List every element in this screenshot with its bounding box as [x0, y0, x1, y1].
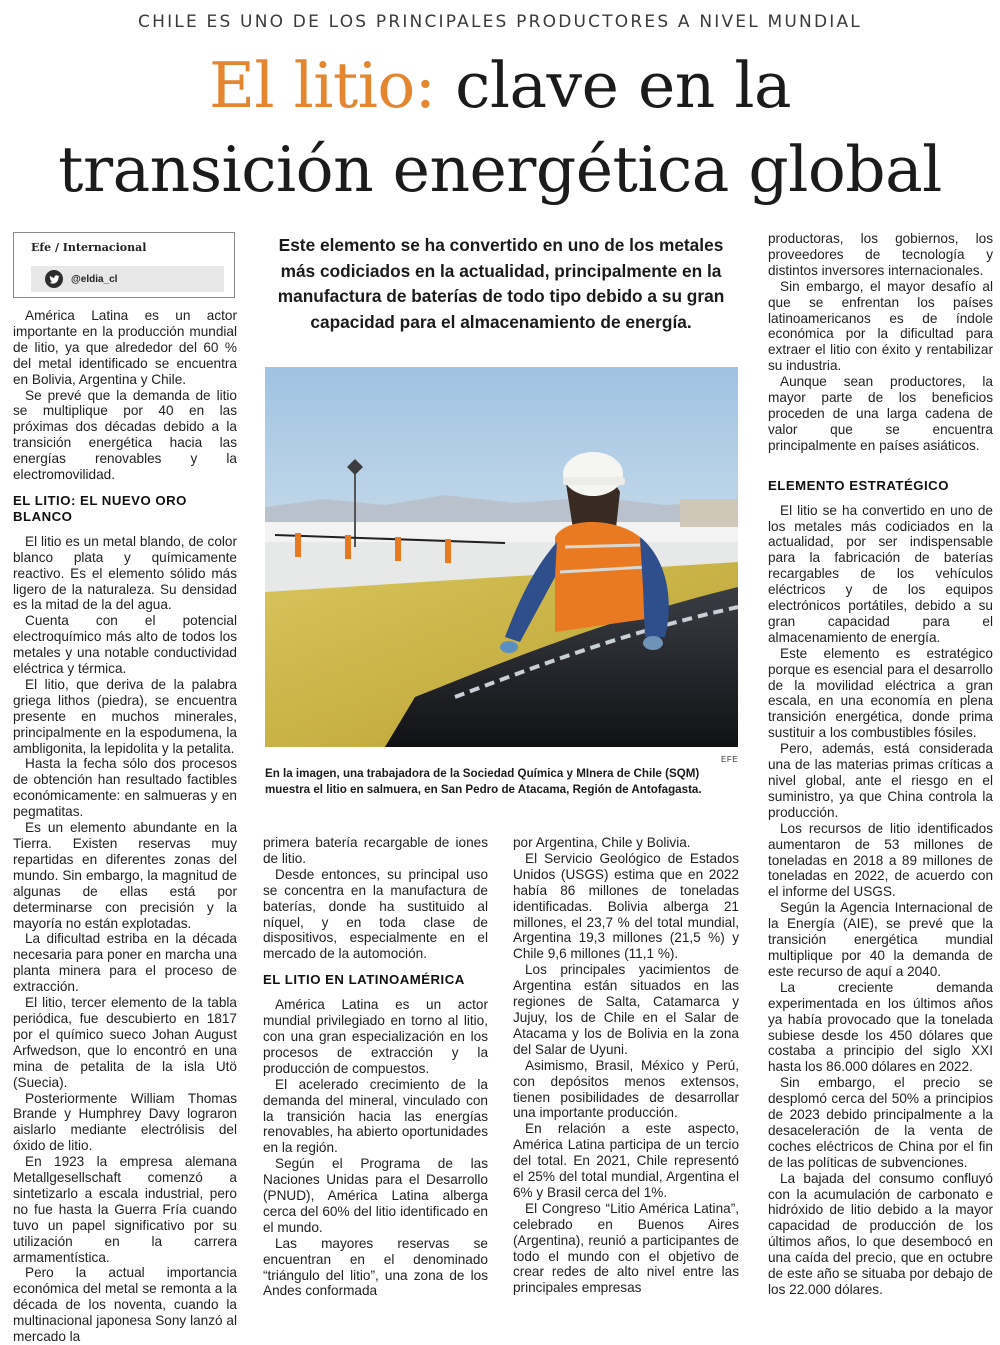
paragraph: El Servicio Geológico de Estados Unidos (USGS) estima que en 2022 había 86 millones de toneladas identificadas. Bolivia alberga 21 millones, el 23,7 % del total mundial, Argentina 19,3 millones (21,5 %) y Chile 9,6 millones (11,1 %). [513, 850, 739, 962]
headline-line2: transición energética global [58, 133, 942, 206]
paragraph: Sin embargo, el precio se desplomó cerca del 50% a principios de 2023 debido principalmente a la desaceleración de la venta de coches eléctricos de China por el fin de las políticas de subvenciones. [768, 1075, 993, 1170]
paragraph: Se prevé que la demanda de litio se multiplique por 40 en las próximas dos décadas debido a la transición energética hacia las energías renovables y la electromovilidad. [13, 387, 237, 483]
paragraph: En 1923 la empresa alemana Metallgesellschaft comenzó a sintetizarlo a escala industrial, pero no fue hasta la Guerra Fría cuando tuvo un papel significativo por su utilización en la carrera armamentística. [13, 1154, 237, 1265]
paragraph: Los recursos de litio identificados aumentaron de 53 millones de toneladas en 2018 a 89 millones de toneladas en 2022, de acuerdo con el informe del USGS. [768, 820, 993, 900]
section-heading-estrategico: ELEMENTO ESTRATÉGICO [768, 477, 949, 493]
paragraph: Sin embargo, el mayor desafío al que se enfrentan los países latinoamericanos es de índole económica por la dificultad para extraer el litio con éxito y rentabilizar su industria. [768, 278, 993, 374]
paragraph: El litio es un metal blando, de color blanco plata y químicamente reactivo. Es el elemento sólido más ligero de la naturaleza. Su densidad es la mitad de la del agua. [13, 533, 237, 613]
paragraph: La bajada del consumo confluyó con la acumulación de carbonato e hidróxido de litio debido a la mayor capacidad de producción de los últimos años, lo que desembocó en una caída del precio, que en octubre de este año se situaba por debajo de los 22.000 dólares. [768, 1170, 993, 1297]
byline-box [13, 232, 235, 298]
column-4 [768, 231, 993, 1298]
paragraph: Según el Programa de las Naciones Unidas para el Desarrollo (PNUD), América Latina alberga cerca del 60% del litio identificado en el mundo. [263, 1156, 488, 1235]
paragraph: por Argentina, Chile y Bolivia. [513, 835, 691, 850]
photo-credit: EFE [721, 755, 739, 764]
paragraph: Asimismo, Brasil, México y Perú, con depósitos menos extensos, tienen posibilidades de desarrollar una importante producción. [513, 1057, 739, 1121]
headline-accent: El litio: [208, 49, 436, 122]
paragraph: Este elemento es estratégico porque es esencial para el desarrollo de la movilidad eléctrica a gran escala, en una economía en plena transición energética, donde prima sustituir a los combustibles fósiles. [768, 645, 993, 741]
paragraph: El litio, que deriva de la palabra griega lithos (piedra), se encuentra presente en muchos minerales, principalmente en la espodumena, la ambligonita, la lepidolita y la petalita. [13, 676, 237, 756]
kicker: CHILE ES UNO DE LOS PRINCIPALES PRODUCTORES A NIVEL MUNDIAL [138, 12, 862, 32]
paragraph: Posteriormente William Thomas Brande y Humphrey Davy lograron aislarlo mediante electrólisis del óxido de litio. [13, 1090, 237, 1154]
headline-line1 [0, 44, 1000, 128]
paragraph: Pero, además, está considerada una de las materias primas críticas a nivel global, ante el riesgo en el suministro, ya que China controla la producción. [768, 741, 993, 820]
paragraph: La dificultad estriba en la década necesaria para poner en marcha una planta minera para el proceso de extracción. [13, 931, 237, 995]
column-3 [513, 835, 739, 1296]
lead-paragraph: Este elemento se ha convertido en uno de los metales más codiciados en la actualidad, principalmente en la manufactura de baterías de todo tipo debido a su gran capacidad para el almacenamiento de energía. [277, 235, 725, 332]
photo-caption: En la imagen, una trabajadora de la Sociedad Química y MInera de Chile (SQM) muestra el litio en salmuera, en San Pedro de Atacama, Región de Antofagasta. [265, 767, 702, 796]
paragraph: En relación a este aspecto, América Latina participa de un tercio del total. En 2021, Chile representó el 25% del total mundial, Argentina el 6% y Brasil cerca del 1%. [513, 1121, 739, 1200]
paragraph: Según la Agencia Internacional de la Energía (AIE), se prevé que la transición energética mundial multiplique por 40 la demanda de este recurso de aquí a 2040. [768, 900, 993, 979]
paragraph: La creciente demanda experimentada en los últimos años ya había provocado que la tonelada subiese desde los 450 dólares que costaba a principio del siglo XXI hasta los 86.000 dólares en 2022. [768, 979, 993, 1075]
byline-agency: Efe / Internacional [31, 241, 147, 254]
section-heading-latinoamerica: EL LITIO EN LATINOAMÉRICA [263, 972, 465, 988]
section-heading-oro-blanco: EL LITIO: EL NUEVO ORO BLANCO [13, 492, 187, 524]
paragraph: Desde entonces, su principal uso se concentra en la manufactura de baterías, donde ha sustituido al níquel, y en toda clase de dispositivos, especialmente en el mercado de la automoción. [263, 866, 488, 962]
paragraph: El acelerado crecimiento de la demanda del mineral, vinculado con la transición hacia las energías renovables, ha abierto oportunidades en la región. [263, 1076, 488, 1156]
paragraph: América Latina es un actor mundial privilegiado en torno al litio, con una gran especialización en los procesos de extracción y la producción de compuestos. [263, 997, 488, 1076]
headline-rest: clave en la [455, 49, 792, 122]
social-handle-bar [31, 266, 224, 292]
paragraph: Aunque sean productores, la mayor parte de los beneficios proceden de una larga cadena de valor que se encuentra principalmente en países asiáticos. [768, 374, 993, 453]
news-photo [265, 367, 738, 747]
paragraph: primera batería recargable de iones de litio. [263, 835, 488, 866]
paragraph: Los principales yacimientos de Argentina están situados en las regiones de Salta, Catamarca y Jujuy, los de Chile en el Salar de Atacama y los de Bolivia en la zona del Salar de Uyuni. [513, 962, 739, 1057]
paragraph: El litio, tercer elemento de la tabla periódica, fue descubierto en 1817 por el químico sueco Johan August Arfwedson, que lo encontró en una mina de petalita de la isla Utö (Suecia). [13, 995, 237, 1090]
headline [0, 44, 1000, 212]
paragraph: Cuenta con el potencial electroquímico más alto de todos los metales y una notable conductividad eléctrica y térmica. [13, 613, 237, 677]
paragraph: Hasta la fecha sólo dos procesos de obtención han resultado factibles económicamente: en salmueras y en pegmatitas. [13, 756, 237, 820]
paragraph: El Congreso “Litio América Latina”, celebrado en Buenos Aires (Argentina), reunió a participantes de todo el mundo con el objetivo de crear redes de alto nivel entre las principales empresas [513, 1200, 739, 1296]
column-1 [13, 308, 237, 1345]
paragraph: Las mayores reservas se encuentran en el denominado “triángulo del litio”, una zona de los Andes conformada [263, 1235, 488, 1299]
twitter-icon [45, 270, 63, 288]
paragraph: productoras, los gobiernos, los proveedores de tecnología y distintos inversores internacionales. [768, 231, 993, 278]
paragraph: Es un elemento abundante en la Tierra. Existen reservas muy repartidas en diferentes zonas del mundo. Sin embargo, la magnitud de algunas de ellas está por determinarse con precisión y la mayoría no están explotadas. [13, 820, 237, 931]
paragraph: América Latina es un actor importante en la producción mundial de litio, ya que alrededor del 60 % del metal identificado se encuentra en Bolivia, Argentina y Chile. [13, 308, 237, 387]
paragraph: El litio se ha convertido en uno de los metales más codiciados en la actualidad, por ser indispensable para la fabricación de baterías recargables de los vehículos eléctricos y de los equipos electrónicos portátiles, debido a su gran capacidad para el almacenamiento de energía. [768, 502, 993, 645]
column-2 [263, 835, 488, 1299]
social-handle: @eldia_cl [71, 273, 118, 285]
paragraph: Pero la actual importancia económica del metal se remonta a la década de los noventa, cuando la multinacional japonesa Sony lanzó al mercado la [13, 1265, 237, 1345]
